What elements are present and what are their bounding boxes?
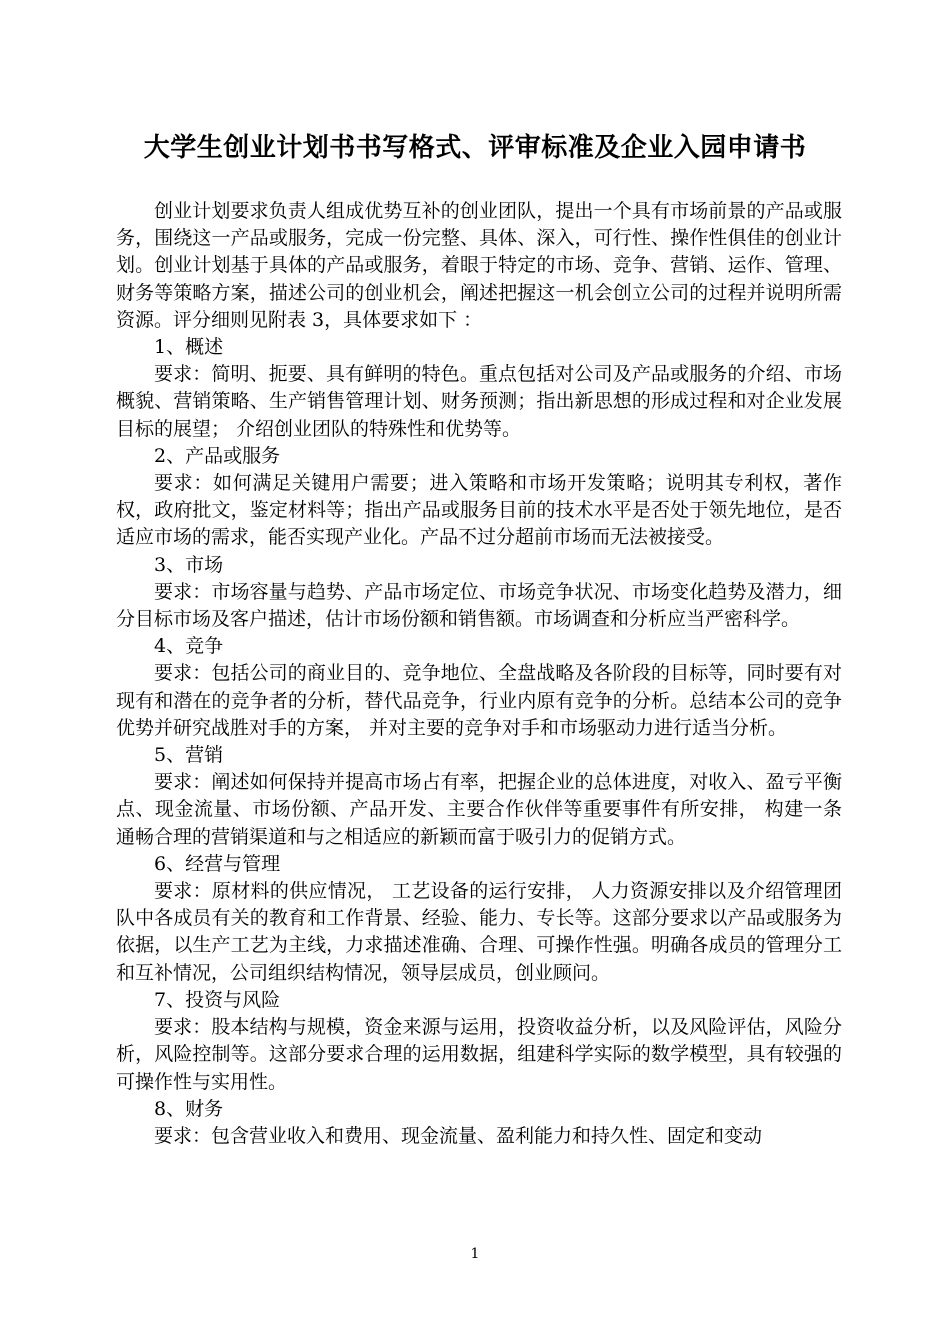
page-number: 1 [470, 1246, 480, 1262]
section-heading-overview: 1、概述 [154, 336, 224, 359]
document-body [116, 198, 842, 1150]
document-title: 大学生创业计划书书写格式、评审标准及企业入园申请书 [143, 133, 807, 163]
section-heading-market: 3、市场 [154, 553, 224, 576]
section-text-product-service: 要求：如何满足关键用户需要；进入策略和市场开发策略；说明其专利权，著作权，政府批文，鉴定材料等；指出产品或服务目前的技术水平是否处于领先地位，是否适应市场的需求，能否实现产业化。产品不过分超前市场而无法被接受。 [116, 472, 842, 549]
intro-paragraph: 创业计划要求负责人组成优势互补的创业团队，提出一个具有市场前景的产品或服务，围绕这一产品或服务，完成一份完整、具体、深入，可行性、操作性俱佳的创业计划。创业计划基于具体的产品或服务，着眼于特定的市场、竞争、营销、运作、管理、财务等策略方案，描述公司的创业机会，阐述把握这一机会创立公司的过程并说明所需资源。评分细则见附表 3，具体要求如下 ： [116, 200, 842, 331]
section-text-overview: 要求：简明、扼要、具有鲜明的特色。重点包括对公司及产品或服务的介绍、市场概貌、营销策略、生产销售管理计划、财务预测；指出新思想的形成过程和对企业发展目标的展望； 介绍创业团队的特殊性和优势等。 [116, 363, 842, 440]
section-text-investment-risk: 要求：股本结构与规模，资金来源与运用，投资收益分析，以及风险评估，风险分析，风险控制等。这部分要求合理的运用数据，组建科学实际的数学模型，具有较强的可操作性与实用性。 [116, 1016, 842, 1093]
section-text-market: 要求：市场容量与趋势、产品市场定位、市场竞争状况、市场变化趋势及潜力，细分目标市场及客户描述，估计市场份额和销售额。市场调查和分析应当严密科学。 [116, 580, 842, 631]
section-heading-competition: 4、竞争 [154, 635, 224, 658]
section-heading-operations: 6、经营与管理 [154, 852, 281, 875]
section-text-finance: 要求：包含营业收入和费用、现金流量、盈利能力和持久性、固定和变动 [154, 1124, 763, 1147]
section-heading-finance: 8、财务 [154, 1097, 224, 1120]
section-heading-investment-risk: 7、投资与风险 [154, 988, 281, 1011]
section-heading-product-service: 2、产品或服务 [154, 444, 281, 467]
section-heading-marketing: 5、营销 [154, 744, 224, 767]
section-text-competition: 要求：包括公司的商业目的、竞争地位、全盘战略及各阶段的目标等，同时要有对现有和潜在的竞争者的分析，替代品竞争，行业内原有竞争的分析。总结本公司的竞争优势并研究战胜对手的方案， 并对主要的竞争对手和市场驱动力进行适当分析。 [116, 662, 842, 739]
section-text-operations: 要求：原材料的供应情况， 工艺设备的运行安排， 人力资源安排以及介绍管理团队中各成员有关的教育和工作背景、经验、能力、专长等。这部分要求以产品或服务为依据，以生产工艺为主线，力求描述准确、合理、可操作性强。明确各成员的管理分工和互补情况，公司组织结构情况，领导层成员，创业顾问。 [116, 880, 842, 984]
section-text-marketing: 要求：阐述如何保持并提高市场占有率，把握企业的总体进度，对收入、盈亏平衡点、现金流量、市场份额、产品开发、主要合作伙伴等重要事件有所安排， 构建一条通畅合理的营销渠道和与之相适应的新颖而富于吸引力的促销方式。 [116, 771, 842, 848]
